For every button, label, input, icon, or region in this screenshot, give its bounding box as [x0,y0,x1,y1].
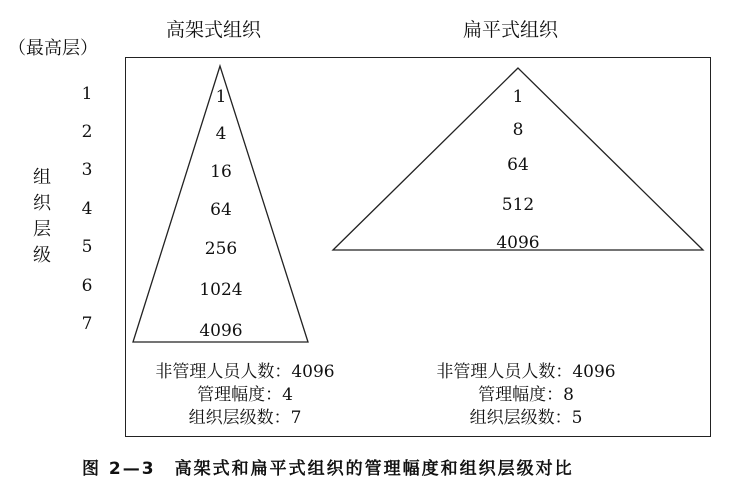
tall-org-count: 16 [210,162,232,182]
level-number: 3 [81,160,93,180]
top-level-note: （最高层） [8,38,98,59]
level-number: 7 [81,314,93,334]
flat-org-count: 512 [501,195,535,215]
level-number: 5 [81,237,93,257]
vertical-label-4: 级 [33,245,51,266]
tall-org-span: 管理幅度：4 [197,385,293,405]
figure-caption: 图 2—3 高架式和扁平式组织的管理幅度和组织层级对比 [82,459,574,479]
flat-org-count: 64 [507,155,529,175]
vertical-label-3: 层 [33,219,51,240]
flat-org-span: 管理幅度：8 [478,385,574,405]
tall-org-count: 64 [210,200,232,220]
level-number: 4 [81,199,93,219]
vertical-label-2: 织 [33,193,51,214]
level-number: 6 [81,276,93,296]
flat-org-title: 扁平式组织 [463,19,559,41]
level-number: 1 [81,84,93,104]
flat-org-count: 4096 [496,233,540,253]
tall-org-count: 4096 [199,321,243,341]
flat-org-nonmanager-count: 非管理人员人数：4096 [436,362,616,382]
tall-org-count: 1024 [199,280,243,300]
tall-org-title: 高架式组织 [166,19,262,41]
tall-org-count: 4 [215,124,227,144]
tall-org-nonmanager-count: 非管理人员人数：4096 [155,362,335,382]
flat-org-count: 8 [512,120,524,140]
tall-org-levels: 组织层级数：7 [188,408,302,428]
flat-org-count: 1 [512,87,524,107]
vertical-label-1: 组 [33,167,51,188]
tall-org-count: 1 [215,87,227,107]
flat-org-levels: 组织层级数：5 [469,408,583,428]
level-number: 2 [81,122,93,142]
tall-org-count: 256 [204,239,238,259]
